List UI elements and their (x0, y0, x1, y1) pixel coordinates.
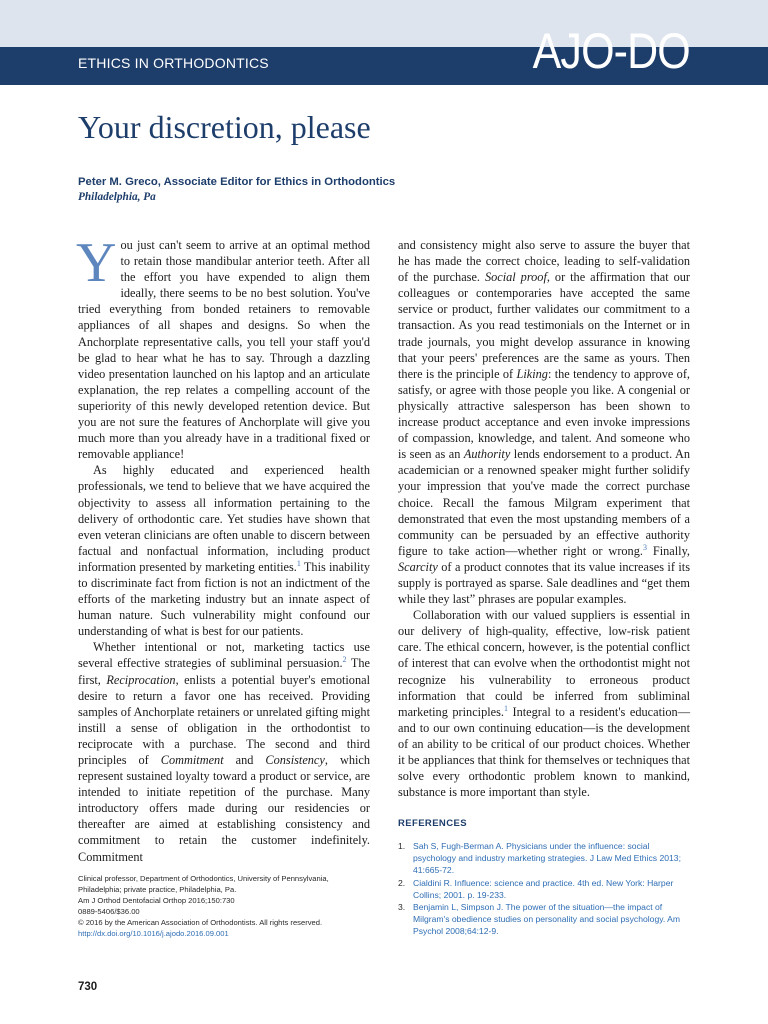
paragraph-text: Finally, (646, 543, 690, 558)
reference-text[interactable]: Cialdini R. Influence: science and practice. 4th ed. New York: Harper Collins; 2001. p. 19-233. (413, 877, 674, 900)
section-label: ETHICS IN ORTHODONTICS (78, 55, 269, 71)
reference-item[interactable] (398, 901, 692, 938)
author-name: Peter M. Greco, Associate Editor for Ethics in Orthodontics (78, 176, 396, 188)
emphasis-term: Social proof (484, 270, 547, 285)
citation-link[interactable]: 3 (642, 542, 647, 552)
paragraph-text: and consistency might also serve to assure the buyer that he has made the correct choice, leading to self-validation of the purchase. (398, 238, 690, 285)
citation-link[interactable]: 1 (296, 558, 301, 568)
page-number: 730 (78, 981, 98, 993)
emphasis-term: Consistency (265, 753, 325, 767)
paragraph-text: Integral to a resident's education—and to our own continuing education—is the development of an ability to be critical of our product choices. Whether it be appliances that think for themselves or techniques that solve every orthodontic problem known to mankind, substance is more important than style. (398, 704, 690, 800)
paragraph-text: The first, (78, 656, 370, 687)
footnote-affiliation: Clinical professor, Department of Orthodontics, University of Pennsylvania, Philadelphia; private practice, Philadelphia, Pa. (78, 874, 329, 894)
footnote-citation: Am J Orthod Dentofacial Orthop 2016;150:730 (78, 896, 235, 905)
article-footnote (78, 873, 374, 939)
reference-item[interactable] (398, 840, 692, 877)
emphasis-term: Commitment (160, 753, 224, 767)
emphasis-term: Reciprocation (106, 672, 176, 687)
body-paragraph (398, 607, 690, 800)
doi-link[interactable]: http://dx.doi.org/10.1016/j.ajodo.2016.09.001 (78, 929, 229, 938)
citation-link[interactable]: 1 (503, 703, 508, 713)
body-paragraph (78, 639, 370, 864)
footnote-copyright: © 2016 by the American Association of Orthodontists. All rights reserved. (78, 918, 323, 927)
paragraph-text: and (223, 753, 266, 767)
paragraph-text: , or the affirmation that our colleagues or contemporaries have accepted the same service or product, further validates our commitment to a transaction. As you read testimonials on the Internet or in trade journals, you might develop assurance in knowing that your peers' preferences are the same as yours. Then there is the principle of (398, 270, 690, 381)
references-heading: REFERENCES (398, 818, 467, 829)
right-column (398, 237, 690, 800)
paragraph-text: of a product connotes that its value increases if its supply is portrayed as sparse. Sale deadlines and “get them while they last” phrases are popular examples. (398, 559, 690, 607)
paragraph-text: , enlists a potential buyer's emotional desire to return a favor one has received. Providing samples of Anchorplate retainers or unrelated gifting might instill a sense of obligation in the orthodontist to reciprocate with a purchase. The second and third principles of (78, 672, 370, 767)
paragraph-text: lends endorsement to a product. An academician or a renowned speaker might further solidify your impression that you've made the correct purchase choice. Recall the famous Milgram experiment that demonstrated that even the most upstanding members of a community can be persuaded by an effective authority figure to take action—whether right or wrong. (398, 447, 690, 558)
paragraph-text: , which represent sustained loyalty toward a product or service, are intended to initiate repetition of the purchase. Many introductory offers made during our residencies or thereafter are aimed at establishing consistency and commitment to retain the customer indefinitely. Commitment (78, 753, 371, 864)
article-title: Your discretion, please (78, 109, 371, 145)
reference-number: 1. (398, 841, 406, 851)
reference-number: 3. (398, 902, 406, 913)
reference-item[interactable] (398, 877, 692, 901)
reference-text[interactable]: Sah S, Fugh-Berman A. Physicians under the influence: social psychology and industry marketing strategies. J Law Med Ethics 2013; 41:665-72. (413, 841, 681, 876)
reference-number: 2. (398, 877, 406, 888)
reference-text[interactable]: Benjamin L, Simpson J. The power of the situation—the impact of Milgram's obedience studies on personality and social psychology. Am Psychol 2008;64:12-9. (413, 902, 681, 937)
paragraph-text: ou just can't seem to arrive at an optimal method to retain those mandibular anterior teeth. After all the effort you have expended to align them ideally, there seems to be no best solution. You've tried everything from bonded retainers to removable appliances of all shapes and designs. So when the Anchorplate representative calls, you tell your staff you'd be glad to hear what he has to say. Through a dazzling video presentation launched on his laptop and an articulate explanation, the rep relates a compelling account of the superiority of this newly developed retention device. But you are not sure the features of Anchorplate will give you much more than you already have in a traditional fixed or removable appliance! (78, 238, 370, 462)
footnote-issn: 0889-5406/$36.00 (78, 907, 140, 916)
body-paragraph (76, 232, 370, 462)
emphasis-term: Authority (463, 447, 511, 462)
paragraph-text: : the tendency to approve of, satisfy, or agree with those people you like. A congenial or physically attractive salesperson has been shown to increase product acceptance and even invoke impressions of compassion, knowledge, and talent. And someone who is seen as an (398, 366, 690, 462)
journal-logo: AJO-DO (532, 23, 690, 79)
reference-list (398, 840, 692, 938)
left-column (76, 232, 371, 865)
body-paragraph (78, 462, 370, 639)
emphasis-term: Scarcity (398, 559, 438, 574)
paragraph-text: This inability to discriminate fact from fiction is not an indictment of the efforts of the marketing industry but an innate aspect of human nature. Such vulnerability might confound our understanding of what is best for our patients. (78, 559, 370, 639)
paragraph-text: Whether intentional or not, marketing tactics use several effective strategies of subliminal persuasion. (78, 640, 370, 671)
body-paragraph (398, 237, 690, 607)
emphasis-term: Liking (516, 366, 548, 381)
paragraph-text: As highly educated and experienced health professionals, we tend to believe that we have acquired the objectivity to assess all information pertaining to the delivery of orthodontic care. Yet studies have shown that even veteran clinicians are often unable to discern between factual and nonfactual information, including product information presented by marketing entities. (78, 463, 370, 574)
author-affiliation: Philadelphia, Pa (78, 191, 156, 203)
citation-link[interactable]: 2 (342, 655, 347, 665)
paragraph-text: Collaboration with our valued suppliers is essential in our delivery of high-quality, effective, low-risk patient care. The ethical concern, however, is the potential conflict of interest that can evolve when the orthodontist might not recognize his vulnerability to erroneous product information that could be inferred from subliminal marketing principles. (398, 608, 690, 719)
drop-cap: Y (76, 232, 117, 294)
